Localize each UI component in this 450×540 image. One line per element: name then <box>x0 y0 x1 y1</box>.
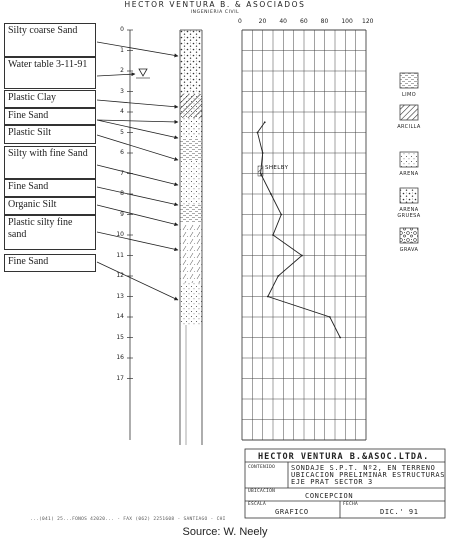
depth-tick-label: 10 <box>116 231 124 238</box>
blowcount-tick-label: 0 <box>238 18 242 25</box>
depth-tick-label: 9 <box>120 210 124 218</box>
arrow-water-table <box>97 74 135 76</box>
depth-tick-label: 16 <box>116 354 124 361</box>
blowcount-tick-label: 100 <box>341 18 353 25</box>
contenido-line-1: SONDAJE S.P.T. Nº2, EN TERRENO <box>291 464 436 472</box>
spt-point <box>264 121 266 123</box>
depth-tick-label: 7 <box>120 169 124 177</box>
layer-fine-sand-2 <box>180 185 202 205</box>
profile-line <box>257 121 341 338</box>
contenido-line-2: UBICACION PRELIMINAR ESTRUCTURAS <box>291 471 446 479</box>
legend-limo: LIMO <box>401 92 417 98</box>
footer-contact: ...(041) 25...FONOS 42020... - FAX (062) 2251608 - SANTIAGO - CHI <box>30 517 226 522</box>
shelby-label: SHELBY <box>265 165 289 171</box>
label-plastic-silty-fine-sand: Plastic silty fine sand <box>4 215 96 250</box>
title-block-company: HECTOR VENTURA B.&ASOC.LTDA. <box>258 452 430 462</box>
fecha-value: DIC.' 91 <box>380 508 419 516</box>
depth-tick-label: 17 <box>116 374 124 382</box>
contenido-line-3: EJE PRAT SECTOR 3 <box>291 478 373 486</box>
spt-point <box>267 296 269 298</box>
depth-tick-label: 3 <box>120 87 124 95</box>
spt-point <box>262 152 264 154</box>
spt-profile-line <box>258 122 341 337</box>
layer-fine-sand <box>180 118 202 138</box>
escala-value: GRAFICO <box>275 508 309 516</box>
layer-plastic-silty-fine-sand <box>180 223 202 283</box>
ubicacion-value: CONCEPCION <box>305 492 354 500</box>
company-title: HECTOR VENTURA B. & ASOCIADOS <box>124 0 306 9</box>
label-fine-sand-1: Fine Sand <box>4 108 96 125</box>
depth-tick-label: 5 <box>120 128 124 136</box>
soil-column <box>180 30 202 445</box>
depth-tick-label: 14 <box>116 313 124 320</box>
arrow-plastic-clay <box>97 100 178 107</box>
contenido-key: CONTENIDO <box>248 465 276 470</box>
spt-point <box>301 255 303 257</box>
label-silty-coarse-sand: Silty coarse Sand <box>4 23 96 57</box>
depth-tick-label: 0 <box>120 26 124 33</box>
arrow-plastic-silt <box>97 135 178 160</box>
layer-organic-silt <box>180 205 202 223</box>
spt-point <box>280 214 282 216</box>
legend-arcilla: ARCILLA <box>397 124 421 130</box>
depth-tick-label: 11 <box>116 251 124 259</box>
water-table-icon <box>139 69 147 76</box>
blowcount-tick-label: 60 <box>300 18 308 25</box>
label-silty-fine-sand: Silty with fine Sand <box>4 146 96 179</box>
depth-tick-label: 8 <box>120 190 124 197</box>
spt-point <box>277 275 279 277</box>
layer-fine-sand-3 <box>180 283 202 325</box>
ubicacion-key: UBICACION <box>248 489 276 494</box>
spt-point <box>329 316 331 318</box>
label-fine-sand-2: Fine Sand <box>4 179 96 197</box>
legend-grava: GRAVA <box>399 247 419 253</box>
spt-point <box>339 337 341 339</box>
depth-tick-label: 13 <box>116 292 124 300</box>
spt-point <box>260 173 262 175</box>
blowcount-tick-label: 20 <box>258 18 267 25</box>
label-plastic-silt: Plastic Silt <box>4 125 96 144</box>
depth-tick-label: 1 <box>120 46 124 54</box>
depth-tick-label: 4 <box>120 108 124 115</box>
layer-silty-coarse-sand <box>180 30 202 93</box>
label-plastic-clay: Plastic Clay <box>4 90 96 108</box>
blowcount-tick-label: 80 <box>320 18 329 25</box>
spt-point <box>272 234 274 236</box>
layer-plastic-clay <box>180 94 202 118</box>
layer-plastic-silt <box>180 138 202 160</box>
depth-tick-label: 2 <box>120 67 124 74</box>
escala-key: ESCALA <box>248 502 267 507</box>
layer-silty-fine-sand <box>180 160 202 185</box>
depth-tick-label: 12 <box>116 272 124 279</box>
label-organic-silt: Organic Silt <box>4 197 96 215</box>
depth-tick-label: 6 <box>120 149 124 156</box>
source-caption: Source: W. Neely <box>182 526 268 538</box>
fecha-key: FECHA <box>343 502 359 507</box>
legend-arena-gruesa: ARENA GRUESA <box>397 207 421 219</box>
label-fine-sand-3: Fine Sand <box>4 254 96 272</box>
depth-tick-label: 15 <box>116 333 124 341</box>
spt-point <box>257 132 259 134</box>
blowcount-grid <box>242 30 366 440</box>
arrow-fine-sand-a <box>97 120 178 122</box>
blowcount-tick-label: 120 <box>362 18 374 25</box>
spt-point <box>270 193 272 195</box>
label-water-table: Water table 3-11-91 <box>4 57 96 89</box>
company-subtitle: INGENIERIA CIVIL <box>190 10 240 15</box>
blowcount-tick-label: 40 <box>279 18 287 25</box>
legend-arena: ARENA <box>399 171 419 177</box>
